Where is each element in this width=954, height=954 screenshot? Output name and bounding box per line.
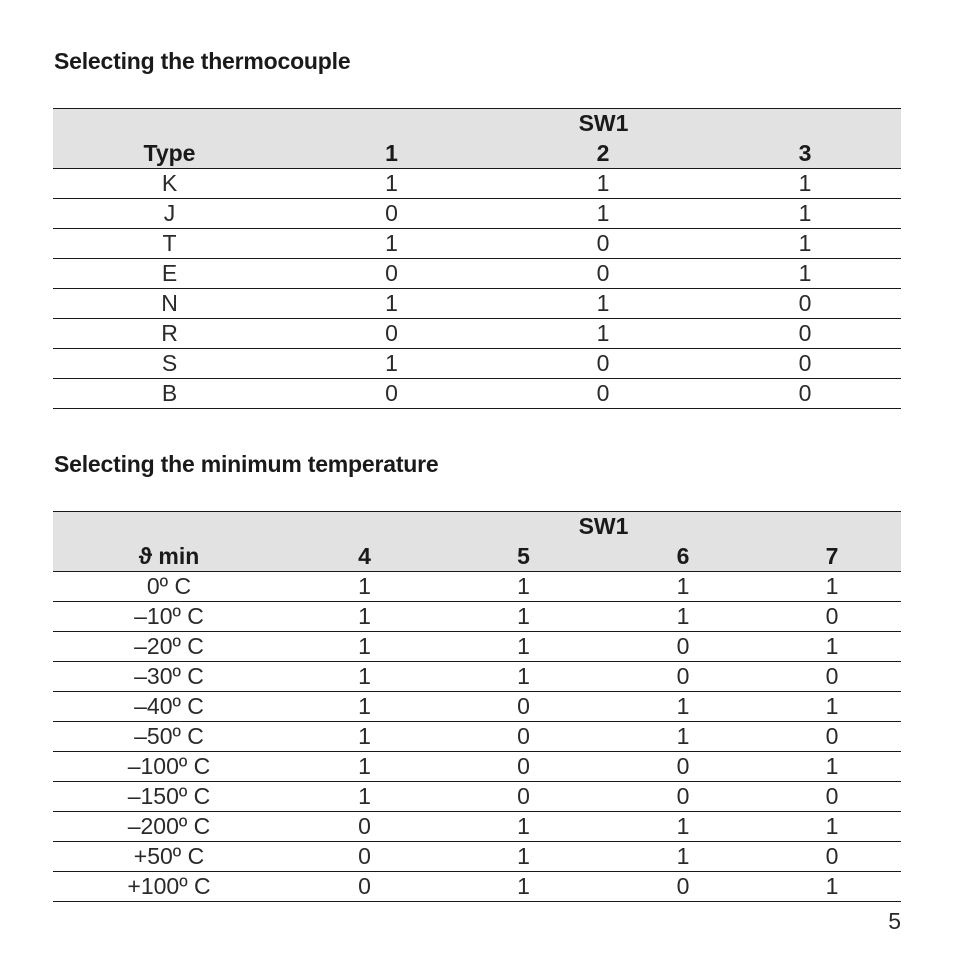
row-label-cell: –100º C	[53, 752, 285, 782]
table-row	[53, 662, 901, 692]
column-header-switch-4: 4	[285, 541, 444, 572]
row-label-cell: –150º C	[53, 782, 285, 812]
switch-value-cell: 0	[603, 632, 763, 662]
row-label-cell: R	[53, 319, 286, 349]
table-row	[53, 722, 901, 752]
min-temperature-table	[53, 511, 901, 902]
thermocouple-table-body	[53, 169, 901, 409]
column-header-switch-5: 5	[444, 541, 603, 572]
switch-value-cell: 0	[444, 752, 603, 782]
sw1-group-label: SW1	[286, 109, 709, 139]
column-header-switch-6: 6	[603, 541, 763, 572]
row-label-cell: +50º C	[53, 842, 285, 872]
row-label-cell: K	[53, 169, 286, 199]
switch-value-cell: 1	[603, 692, 763, 722]
switch-value-cell: 1	[497, 319, 709, 349]
switch-value-cell: 1	[763, 692, 901, 722]
switch-value-cell: 0	[603, 782, 763, 812]
switch-value-cell: 0	[286, 259, 497, 289]
header-spacer	[709, 109, 901, 139]
switch-value-cell: 0	[709, 349, 901, 379]
switch-value-cell: 0	[497, 229, 709, 259]
switch-value-cell: 1	[286, 229, 497, 259]
table-row	[53, 602, 901, 632]
switch-value-cell: 1	[603, 602, 763, 632]
row-label-cell: N	[53, 289, 286, 319]
table-row	[53, 259, 901, 289]
switch-value-cell: 0	[444, 692, 603, 722]
switch-value-cell: 0	[286, 379, 497, 409]
row-label-cell: –40º C	[53, 692, 285, 722]
switch-value-cell: 1	[603, 812, 763, 842]
switch-value-cell: 1	[763, 632, 901, 662]
row-label-cell: 0º C	[53, 572, 285, 602]
switch-value-cell: 0	[603, 752, 763, 782]
table-row	[53, 229, 901, 259]
switch-value-cell: 1	[444, 872, 603, 902]
column-header-type: Type	[53, 138, 286, 169]
row-label-cell: –10º C	[53, 602, 285, 632]
table-row	[53, 199, 901, 229]
switch-value-cell: 1	[444, 842, 603, 872]
header-spacer	[763, 512, 901, 542]
table-row	[53, 572, 901, 602]
switch-value-cell: 1	[286, 289, 497, 319]
row-label-cell: +100º C	[53, 872, 285, 902]
switch-value-cell: 0	[709, 289, 901, 319]
row-label-cell: –200º C	[53, 812, 285, 842]
row-label-cell: –30º C	[53, 662, 285, 692]
section-title-min-temperature: Selecting the minimum temperature	[54, 451, 439, 477]
switch-value-cell: 1	[603, 572, 763, 602]
switch-value-cell: 1	[444, 602, 603, 632]
switch-value-cell: 0	[763, 662, 901, 692]
page-number: 5	[888, 908, 901, 934]
row-label-cell: T	[53, 229, 286, 259]
switch-value-cell: 0	[444, 722, 603, 752]
min-temperature-table-body	[53, 572, 901, 902]
row-label-cell: S	[53, 349, 286, 379]
row-label-cell: –20º C	[53, 632, 285, 662]
table-row	[53, 842, 901, 872]
switch-value-cell: 0	[603, 662, 763, 692]
switch-value-cell: 0	[285, 812, 444, 842]
switch-value-cell: 0	[763, 602, 901, 632]
switch-value-cell: 1	[444, 632, 603, 662]
switch-value-cell: 1	[444, 572, 603, 602]
switch-value-cell: 0	[763, 722, 901, 752]
column-header-switch-3: 3	[709, 138, 901, 169]
sw1-group-label: SW1	[444, 512, 763, 542]
thermocouple-table	[53, 108, 901, 409]
switch-value-cell: 1	[285, 662, 444, 692]
table-row	[53, 379, 901, 409]
switch-value-cell: 1	[285, 632, 444, 662]
switch-value-cell: 0	[763, 782, 901, 812]
switch-value-cell: 1	[763, 752, 901, 782]
row-label-cell: B	[53, 379, 286, 409]
switch-value-cell: 0	[497, 349, 709, 379]
column-header-min-temp: ϑ min	[53, 541, 285, 572]
table-row	[53, 782, 901, 812]
column-header-switch-1: 1	[286, 138, 497, 169]
switch-value-cell: 1	[603, 722, 763, 752]
switch-value-cell: 1	[285, 572, 444, 602]
switch-value-cell: 0	[709, 379, 901, 409]
switch-value-cell: 1	[286, 349, 497, 379]
switch-value-cell: 0	[497, 259, 709, 289]
switch-value-cell: 1	[497, 199, 709, 229]
table-row	[53, 812, 901, 842]
table-row	[53, 349, 901, 379]
switch-value-cell: 1	[497, 289, 709, 319]
switch-value-cell: 1	[285, 722, 444, 752]
switch-value-cell: 1	[444, 662, 603, 692]
switch-value-cell: 1	[709, 259, 901, 289]
switch-value-cell: 0	[285, 872, 444, 902]
table-row	[53, 632, 901, 662]
switch-value-cell: 0	[285, 842, 444, 872]
switch-value-cell: 1	[709, 169, 901, 199]
table-row	[53, 169, 901, 199]
switch-value-cell: 1	[285, 692, 444, 722]
table-row	[53, 752, 901, 782]
header-spacer	[285, 512, 444, 542]
switch-value-cell: 0	[763, 842, 901, 872]
switch-value-cell: 1	[286, 169, 497, 199]
column-header-switch-7: 7	[763, 541, 901, 572]
switch-value-cell: 1	[444, 812, 603, 842]
section-title-thermocouple: Selecting the thermocouple	[54, 48, 351, 74]
switch-value-cell: 1	[763, 872, 901, 902]
table-row	[53, 692, 901, 722]
row-label-cell: –50º C	[53, 722, 285, 752]
header-spacer	[53, 512, 285, 542]
table-row	[53, 289, 901, 319]
switch-value-cell: 1	[285, 752, 444, 782]
switch-value-cell: 1	[497, 169, 709, 199]
column-header-switch-2: 2	[497, 138, 709, 169]
row-label-cell: E	[53, 259, 286, 289]
switch-value-cell: 1	[763, 812, 901, 842]
switch-value-cell: 1	[285, 602, 444, 632]
switch-value-cell: 0	[709, 319, 901, 349]
table-row	[53, 319, 901, 349]
switch-value-cell: 0	[444, 782, 603, 812]
switch-value-cell: 1	[763, 572, 901, 602]
switch-value-cell: 1	[603, 842, 763, 872]
row-label-cell: J	[53, 199, 286, 229]
header-spacer	[53, 109, 286, 139]
switch-value-cell: 1	[709, 199, 901, 229]
switch-value-cell: 0	[497, 379, 709, 409]
switch-value-cell: 0	[286, 199, 497, 229]
switch-value-cell: 1	[285, 782, 444, 812]
table-row	[53, 872, 901, 902]
switch-value-cell: 1	[709, 229, 901, 259]
switch-value-cell: 0	[603, 872, 763, 902]
switch-value-cell: 0	[286, 319, 497, 349]
